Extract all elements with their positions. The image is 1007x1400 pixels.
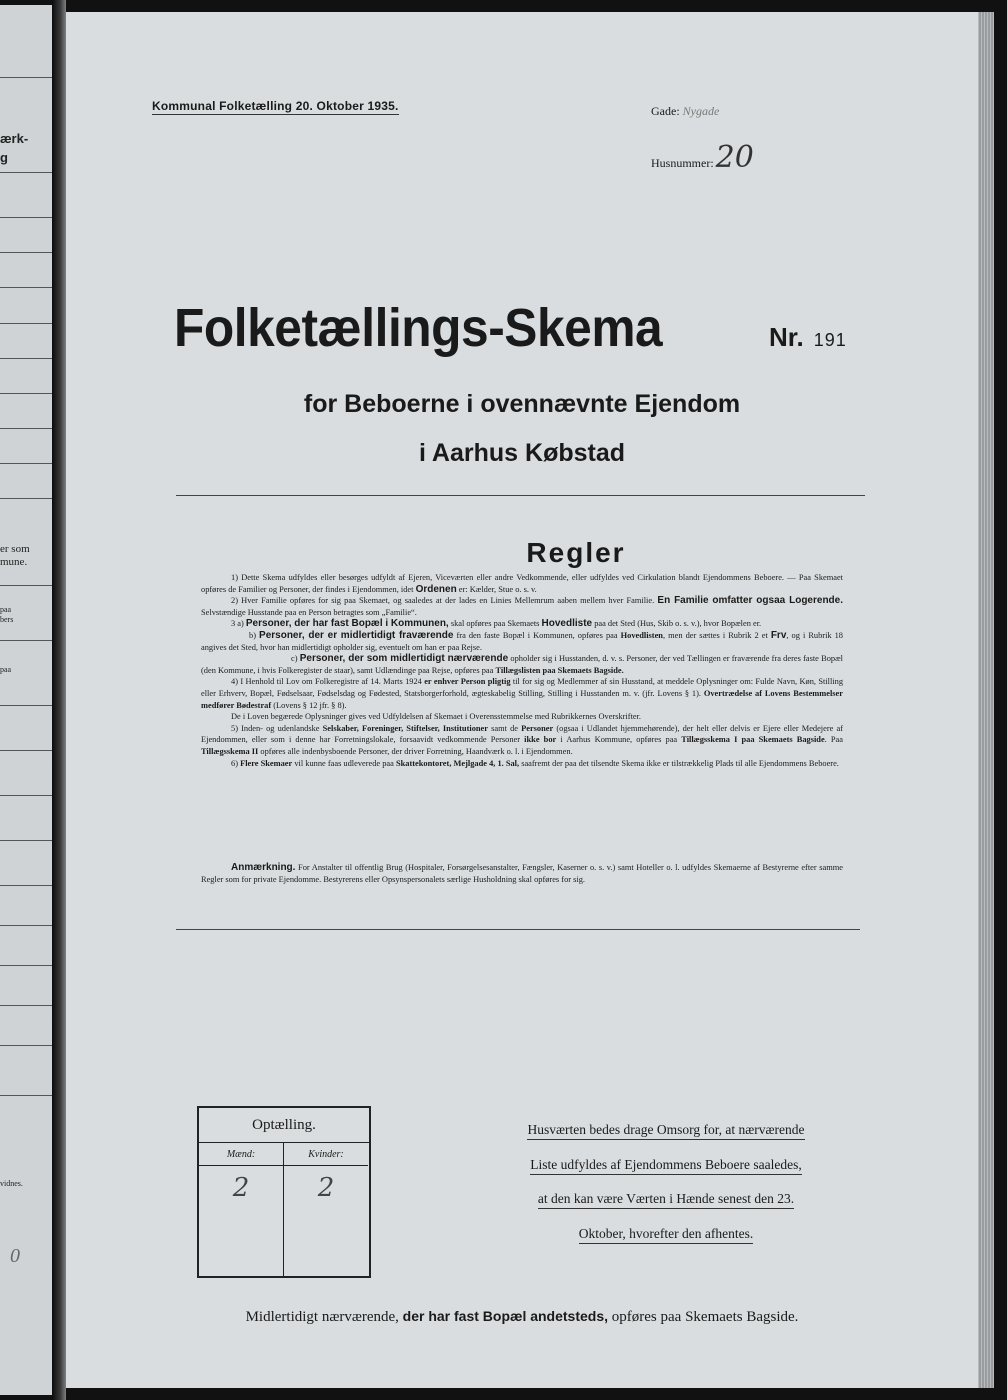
rule-3a: 3 a) Personer, der har fast Bopæl i Kommunen, skal opføres paa Skemaets Hovedliste paa det Sted (Hus, Skib o. s. v.), hvor Bopælen er. [231,618,762,630]
margin-rule [0,705,52,706]
margin-fragment: g [0,150,8,165]
tally-men-value: 2 [232,1173,250,1203]
margin-rule [0,77,52,78]
margin-rule [0,925,52,926]
margin-rule [0,640,52,641]
instruction-line: at den kan være Værten i Hænde senest den 23. [538,1191,794,1209]
tally-title: Optælling. [199,1108,369,1143]
margin-fragment: paa [0,665,12,674]
margin-rule [0,965,52,966]
street-value: Nygade [682,104,720,118]
margin-fragment: bers [0,615,14,624]
pencil-mark: 0 [10,1245,20,1267]
rules-heading: Regler [526,537,626,568]
rule-6: 6) Flere Skemaer vil kunne faas udleverede paa Skattekontoret, Mejlgade 4, 1. Sal, saafremt der paa det tilsendte Skema ikke er tilstrækkelig Plads til alle Ejendommens Beboere. [231,758,839,768]
margin-fragment: ærk- [0,131,29,146]
house-number-label: Husnummer: [651,156,714,170]
margin-rule [0,217,52,218]
house-number-value: 20 [715,140,754,175]
remark-text: For Anstalter til offentlig Brug (Hospitaler, Forsørgelsesanstalter, Fængsler, Kaserner o. s. v.) samt Hoteller o. l. udfyldes Skemaerne af Bestyrerne efter samme Regler som for private Ejendomme. Bestyrerens eller Opsynspersonalets særlige Husholdning skal opføres for sig. [201,863,843,884]
footer-note: Midlertidigt nærværende, der har fast Bopæl andetsteds, opføres paa Skemaets Bagside. [245,1308,799,1325]
remark [201,862,843,886]
rules-text [201,572,843,769]
form-number-value: 191 [813,330,847,350]
rule-3b: b) Personer, der er midlertidigt fraværende fra den faste Bopæl i Kommunen, opføres paa Hovedlisten, men der sættes i Rubrik 2 et Frv, og i Rubrik 18 angives det Sted, hvor han midlertidigt opholder sig, eventuelt om han er paa Rejse. [201,629,843,652]
margin-fragment: er som [0,543,30,555]
instruction-line: Husværten bedes drage Omsorg for, at nærværende [527,1122,804,1140]
margin-rule [0,1045,52,1046]
margin-rule [0,428,52,429]
rule-4: 4) I Henhold til Lov om Folkeregistre af 14. Marts 1924 er enhver Person pligtig til for sig og Medlemmer af sin Husstand, at meddele Oplysninger om: Fulde Navn, Køn, Stilling eller Erhverv, Bopæl, Fødselsaar, Fødselsdag og Fødested, Statsborgerforhold, ægteskabelig Stilling, Stilling i Husstanden m. v. (jfr. Lovens § 1). Overtrædelse af Lovens Bestemmelser medfører Bødestraf (Lovens § 12 jfr. § 8). [201,677,844,710]
tally-men-label: Mænd: [226,1149,256,1160]
margin-rule [0,1005,52,1006]
tally-women-label: Kvinder: [308,1149,344,1160]
margin-rule [0,393,52,394]
margin-rule [0,795,52,796]
street-label: Gade: [651,104,680,118]
margin-rule [0,840,52,841]
tally-rule [284,1165,368,1166]
rule-2: 2) Hver Familie opføres for sig paa Skemaet, og saaledes at der lades en Linies Mellemrum aaben mellem hver Familie. En Familie omfatter ogsaa Logerende. Selvstændige Husstande paa en Person betragtes som „Familie“. [201,595,843,617]
tally-women-column [284,1143,368,1276]
margin-rule [0,287,52,288]
tally-rule [199,1165,283,1166]
rule-4-note: De i Loven begærede Oplysninger gives ved Udfyldelsen af Skemaet i Overensstemmelse med Rubrikkernes Overskrifter. [231,712,642,722]
margin-rule [0,172,52,173]
form-title: Folketællings-Skema [174,298,663,358]
instruction-line: Oktober, hvorefter den afhentes. [579,1226,754,1244]
tally-women-value: 2 [317,1173,335,1203]
margin-rule [0,750,52,751]
page-edge-stack [978,12,994,1388]
rule-3c: c) Personer, der som midlertidigt nærværende opholder sig i Husstanden, d. v. s. Personer, der ved Tællingen er fraværende fra deres faste Bopæl (den Kommune, i hvis Folkeregister de staar), samt Udlændinge paa Rejse, opføres paa Tillægslisten paa Skemaets Bagside. [201,653,843,675]
form-subtitle-city: i Aarhus Købstad [418,439,626,467]
tally-men-column [199,1143,284,1276]
form-number-label: Nr. [769,322,804,352]
remark-label: Anmærkning. [231,862,296,873]
census-form-page [66,12,978,1388]
margin-fragment: paa [0,605,12,614]
margin-rule [0,1095,52,1096]
instruction-line: Liste udfyldes af Ejendommens Beboere saaledes, [530,1157,801,1175]
margin-fragment: vidnes. [0,1179,23,1188]
margin-rule [0,358,52,359]
form-number [769,322,847,353]
rule-1: 1) Dette Skema udfyldes eller besørges udfyldt af Ejeren, Viceværten eller andre Vedkommende, eller udfyldes ved Cirkulation blandt Ejendommens Beboere. — Paa Skemaet opføres de Familier og Personer, der findes i Ejendommen, idet Ordenen er: Kælder, Stue o. s. v. [201,573,843,595]
rule-5: 5) Inden- og udenlandske Selskaber, Foreninger, Stiftelser, Institutioner samt de Personer (ogsaa i Udlandet hjemmehørende), der helt eller delvis er Ejere eller Medejere af Ejendommen, eller som i denne har Forretningslokale, forsaavidt vedkommende Personer ikke bor i Aarhus Kommune, opføres paa Tillægsskema I paa Skemaets Bagside. Paa Tillægsskema II opføres alle indenbysboende Personer, der driver Forretning, Haandværk o. l. i Ejendommen. [201,723,844,756]
street-field [651,104,719,119]
form-subtitle: for Beboerne i ovennævnte Ejendom [303,390,741,418]
margin-rule [0,323,52,324]
divider [176,929,860,930]
book-gutter [52,0,66,1400]
house-number-field [651,140,754,175]
margin-rule [0,463,52,464]
margin-rule [0,585,52,586]
left-page-fragment [0,5,52,1395]
margin-rule [0,252,52,253]
margin-rule [0,498,52,499]
divider [176,495,865,496]
margin-fragment: mune. [0,556,28,568]
tally-box [197,1106,371,1278]
margin-rule [0,885,52,886]
landlord-instruction [496,1113,836,1251]
census-date-header: Kommunal Folketælling 20. Oktober 1935. [152,99,399,113]
